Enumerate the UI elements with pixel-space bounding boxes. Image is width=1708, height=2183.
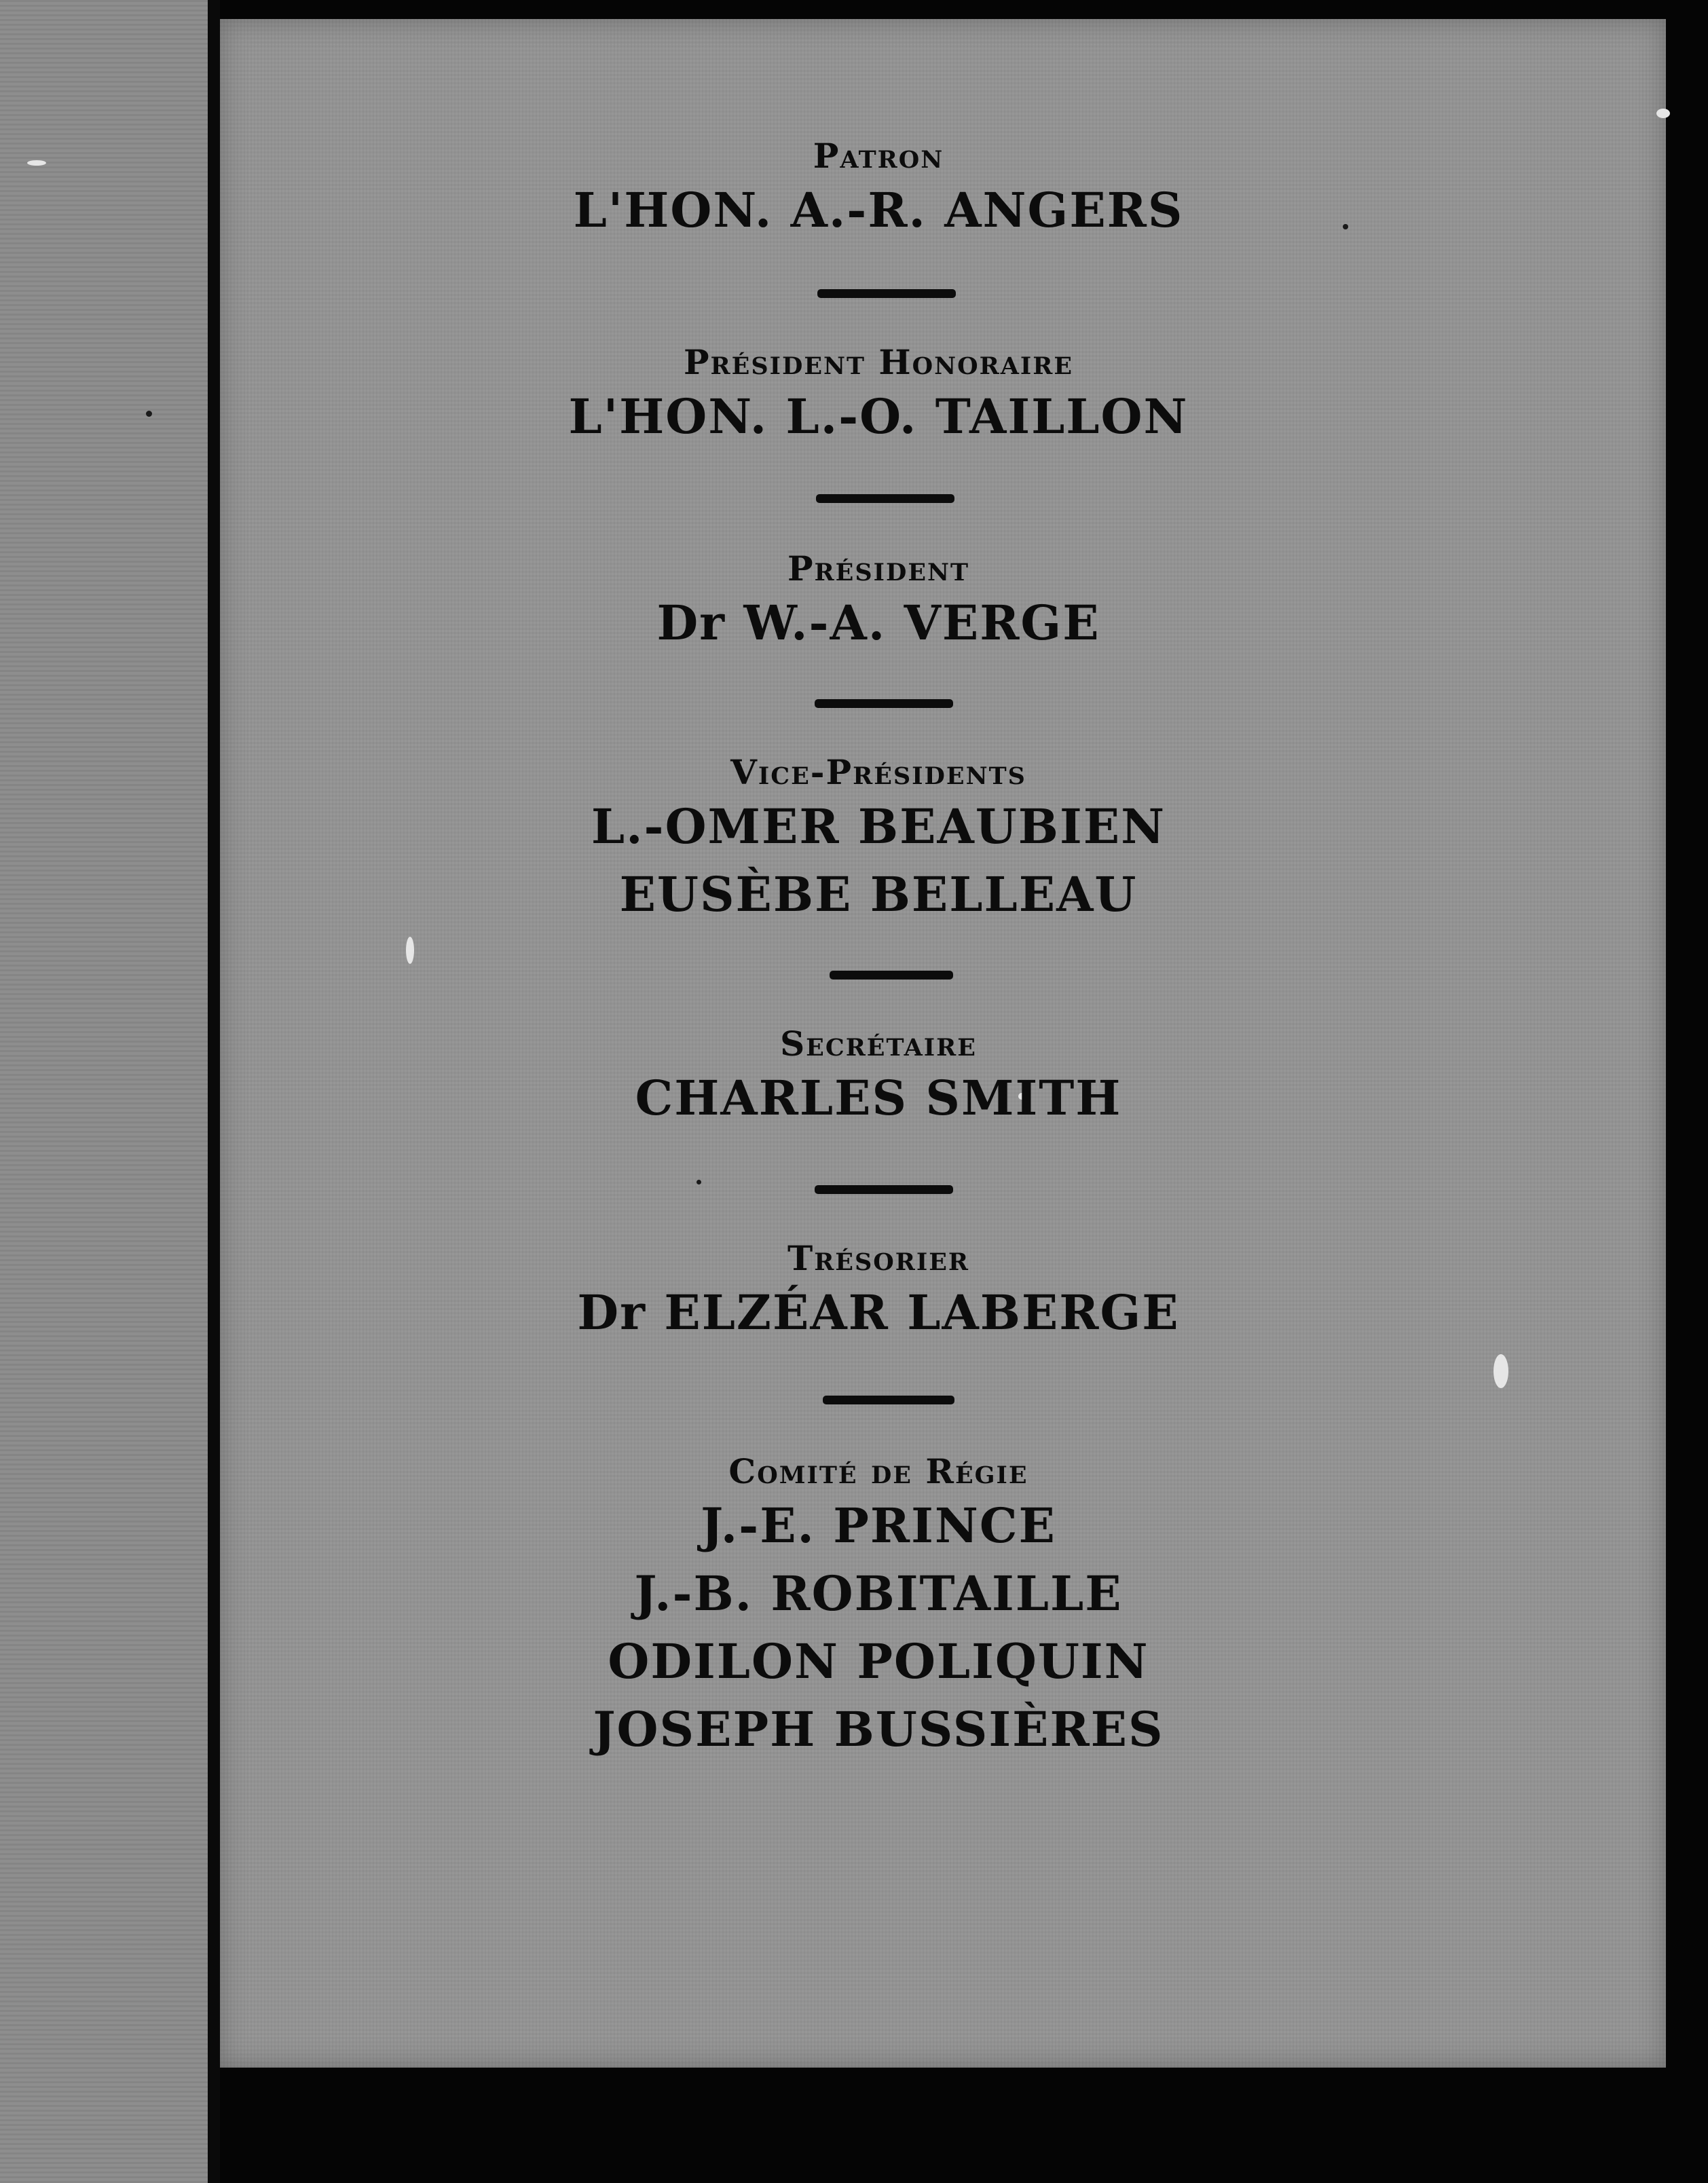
scan-border-right bbox=[1666, 0, 1708, 2183]
member-name: ODILON POLIQUIN bbox=[608, 1633, 1149, 1690]
section-patron bbox=[220, 136, 1537, 244]
role-label: Vice-Présidents bbox=[730, 752, 1026, 792]
section-divider bbox=[830, 971, 953, 979]
role-label: Comité de Régie bbox=[728, 1451, 1028, 1491]
role-label: Président bbox=[787, 548, 970, 589]
left-page-edge bbox=[0, 0, 208, 2183]
member-name: EUSÈBE BELLEAU bbox=[619, 866, 1138, 922]
role-label: Secrétaire bbox=[780, 1024, 977, 1064]
member-name: Dr ELZÉAR LABERGE bbox=[577, 1284, 1180, 1341]
section-divider bbox=[816, 494, 954, 503]
member-name: CHARLES SMITH bbox=[635, 1070, 1122, 1126]
page-gutter bbox=[208, 0, 220, 2183]
section-treasurer bbox=[220, 1238, 1537, 1347]
section-president bbox=[220, 548, 1537, 657]
member-name: L.-OMER BEAUBIEN bbox=[591, 798, 1166, 855]
section-divider bbox=[823, 1396, 954, 1404]
section-divider bbox=[817, 289, 956, 298]
role-label: Patron bbox=[813, 136, 944, 176]
section-management-committee bbox=[220, 1451, 1537, 1764]
scan-border-bottom bbox=[220, 2068, 1708, 2183]
member-name: L'HON. A.-R. ANGERS bbox=[573, 182, 1184, 238]
member-name: J.-E. PRINCE bbox=[701, 1497, 1056, 1554]
member-name: JOSEPH BUSSIÈRES bbox=[593, 1701, 1164, 1757]
member-name: L'HON. L.-O. TAILLON bbox=[568, 388, 1189, 445]
section-divider bbox=[815, 699, 953, 708]
paper-speck bbox=[146, 411, 152, 417]
section-honorary-president bbox=[220, 342, 1537, 451]
section-vice-presidents bbox=[220, 752, 1537, 929]
member-name: J.-B. ROBITAILLE bbox=[634, 1565, 1123, 1622]
section-secretary bbox=[220, 1024, 1537, 1132]
paper-speck bbox=[27, 160, 46, 166]
role-label: Trésorier bbox=[787, 1238, 969, 1278]
section-divider bbox=[815, 1185, 953, 1194]
role-label: Président Honoraire bbox=[683, 342, 1074, 382]
member-name: Dr W.-A. VERGE bbox=[656, 595, 1100, 651]
committee-roster bbox=[220, 19, 1666, 2068]
